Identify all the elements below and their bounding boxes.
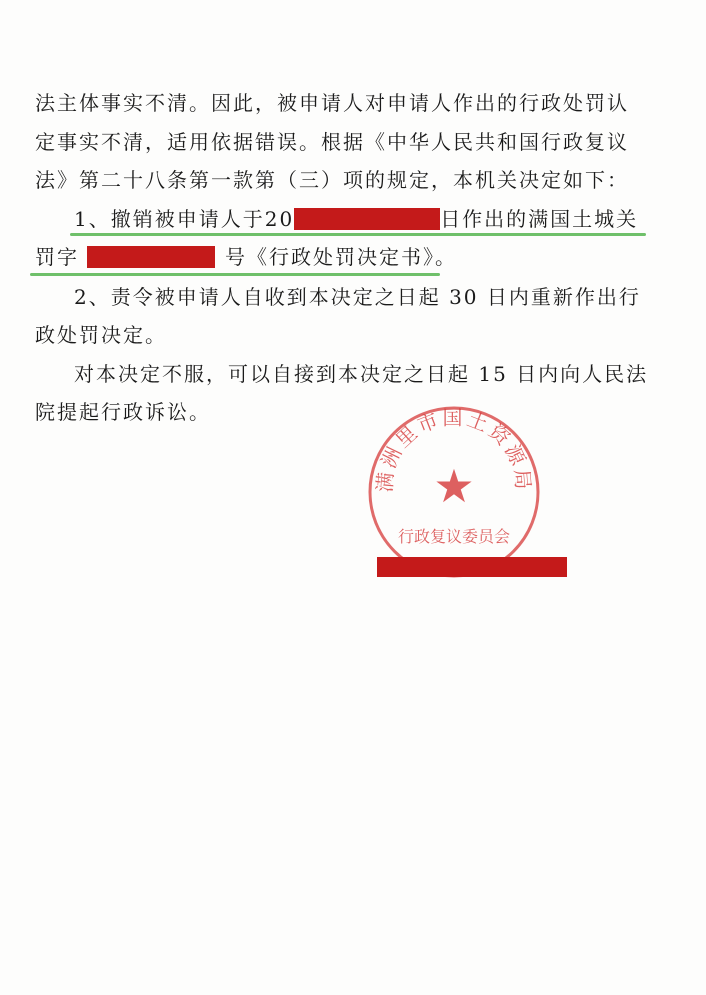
notice-line-2: 院提起行政诉讼。 bbox=[35, 400, 211, 424]
seal-star-icon: ★ bbox=[433, 459, 475, 513]
item-1-text-a: 1、撤销被申请人于20 bbox=[74, 207, 295, 231]
item-1-line-1 bbox=[74, 207, 638, 231]
redaction-bar bbox=[377, 557, 567, 577]
highlight-underline bbox=[30, 273, 440, 276]
item-1-text-b: 日作出的满国土城关 bbox=[440, 207, 639, 231]
paragraph-line-1: 法主体事实不清。因此，被申请人对申请人作出的行政处罚认 bbox=[35, 91, 629, 115]
redaction-bar bbox=[294, 208, 440, 230]
paragraph-line-3: 法》第二十八条第一款第（三）项的规定，本机关决定如下： bbox=[35, 168, 629, 192]
item-2-line-1: 2、责令被申请人自收到本决定之日起 30 日内重新作出行 bbox=[74, 285, 641, 309]
item-1-text-d: 号《行政处罚决定书》。 bbox=[225, 245, 457, 269]
item-2-line-2: 政处罚决定。 bbox=[35, 323, 167, 347]
seal-bottom-text: 行政复议委员会 bbox=[397, 527, 511, 546]
item-1-text-c: 罚字 bbox=[35, 245, 79, 269]
item-1-line-2 bbox=[35, 245, 457, 269]
redaction-bar bbox=[87, 246, 215, 268]
notice-line-1: 对本决定不服，可以自接到本决定之日起 15 日内向人民法 bbox=[74, 362, 649, 386]
official-seal-stamp bbox=[364, 402, 544, 582]
seal-arc-text: 满洲里市国土资源局 bbox=[372, 405, 536, 494]
highlight-underline bbox=[70, 233, 646, 236]
paragraph-line-2: 定事实不清，适用依据错误。根据《中华人民共和国行政复议 bbox=[35, 130, 629, 154]
